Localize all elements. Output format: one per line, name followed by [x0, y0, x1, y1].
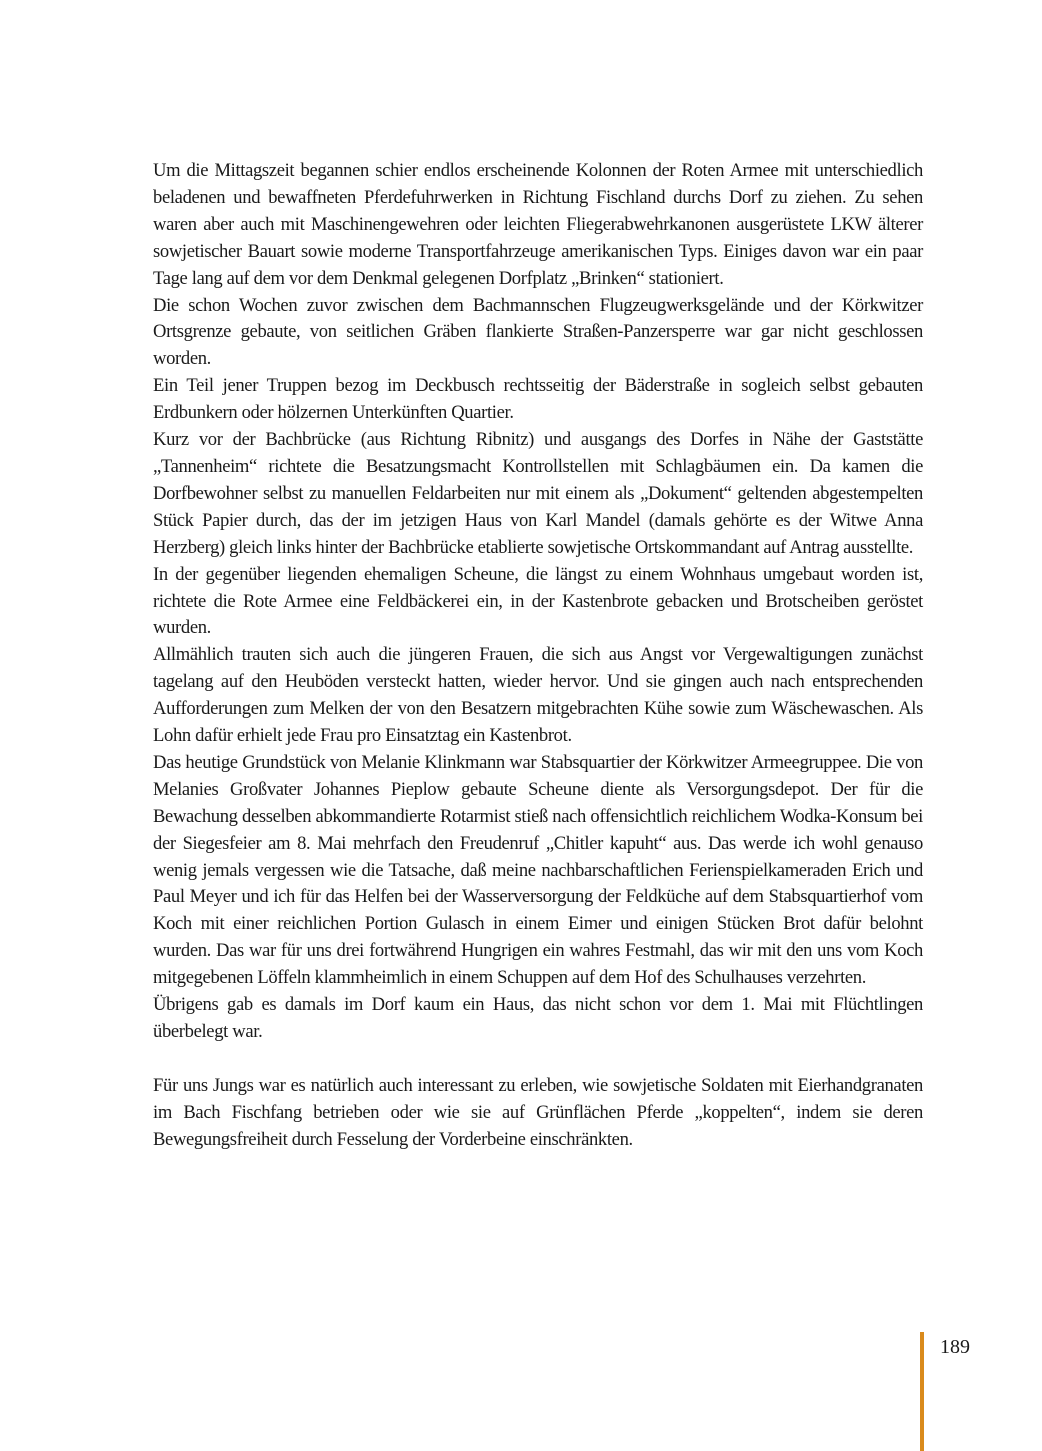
- paragraph-3: Ein Teil jener Truppen bezog im Deckbusch rechtsseitig der Bäderstraße in sogleich selbst gebauten Erdbunkern oder hölzernen Unterkünften Quartier.: [153, 375, 923, 424]
- paragraph-5: In der gegenüber liegenden ehemaligen Scheune, die längst zu einem Wohnhaus umgebaut worden ist, richtete die Rote Armee eine Feldbäckerei ein, in der Kastenbrote gebacken und Brotscheiben geröstet wurden.: [153, 563, 923, 639]
- paragraph-6: Allmählich trauten sich auch die jüngeren Frauen, die sich aus Angst vor Vergewaltigungen zunächst tagelang auf den Heuböden versteckt hatten, wieder hervor. Und sie gingen auch nach entsprechenden Aufforderungen zum Melken der von den Besatzern mitgebrachten Kühe sowie zum Wäschewaschen. Als Lohn dafür erhielt jede Frau pro Einsatztag ein Kastenbrot.: [153, 644, 923, 747]
- paragraph-1: Um die Mittagszeit begannen schier endlos erscheinende Kolonnen der Roten Armee mit unterschiedlich beladenen und bewaffneten Pferdefuhrwerken in Richtung Fischland durchs Dorf zu ziehen. Zu sehen waren aber auch mit Maschinengewehren oder leichten Fliegerabwehrkanonen ausgerüstete LKW älterer sowjetischer Bauart sowie moderne Transportfahrzeuge amerikanischen Typs. Einiges davon war ein paar Tage lang auf dem vor dem Denkmal gelegenen Dorfplatz „Brinken“ stationiert.: [153, 160, 923, 289]
- paragraph-7: Das heutige Grundstück von Melanie Klinkmann war Stabsquartier der Körkwitzer Armeegruppee. Die von Melanies Großvater Johannes Pieplow gebaute Scheune diente als Versorgungsdepot. Der für die Bewachung desselben abkommandierte Rotarmist stieß nach offensichtlich reichlichem Wodka-Konsum bei der Siegesfeier am 8. Mai mehrfach den Freudenruf „Chitler kapuht“ aus. Das werde ich wohl genauso wenig jemals vergessen wie die Tatsache, daß meine nachbarschaftlichen Ferienspielkameraden Erich und Paul Meyer und ich für das Helfen bei der Wasserversorgung der Feldküche auf dem Stabsquartierhof vom Koch mit einer reichlichen Portion Gulasch in einem Eimer und einigen Stücken Brot dafür belohnt wurden. Das war für uns drei fortwährend Hungrigen ein wahres Festmahl, das wir mit den uns vom Koch mitgegebenen Löffeln klammheimlich in einem Schuppen auf dem Hof des Schulhauses verzehrten.: [153, 751, 923, 989]
- paragraph-8: Übrigens gab es damals im Dorf kaum ein Haus, das nicht schon vor dem 1. Mai mit Flüchtlingen überbelegt war.: [153, 994, 923, 1042]
- paragraph-9: Für uns Jungs war es natürlich auch interessant zu erleben, wie sowjetische Soldaten mit Eierhandgranaten im Bach Fischfang betrieben oder wie sie auf Grünflächen Pferde „koppelten“, indem sie deren Bewegungsfreiheit durch Fesselung der Vorderbeine einschränkten.: [153, 1074, 923, 1150]
- page-body-text: [153, 158, 923, 1154]
- page-number-accent-rule: [920, 1332, 924, 1451]
- paragraph-4: Kurz vor der Bachbrücke (aus Richtung Ribnitz) und ausgangs des Dorfes in Nähe der Gaststätte „Tannenheim“ richtete die Besatzungsmacht Kontrollstellen mit Schlagbäumen ein. Da kamen die Dorfbewohner selbst zu manuellen Feldarbeiten nur mit einem als „Dokument“ geltenden abgestempelten Stück Papier durch, das der im jetzigen Haus von Karl Mandel (damals gehörte es der Witwe Anna Herzberg) gleich links hinter der Bachbrücke etablierte sowjetische Ortskommandant auf Antrag ausstellte.: [153, 429, 923, 558]
- paragraph-2: Die schon Wochen zuvor zwischen dem Bachmannschen Flugzeugwerksgelände und der Körkwitzer Ortsgrenze gebaute, von seitlichen Gräben flankierte Straßen-Panzersperre war gar nicht geschlossen worden.: [153, 294, 923, 370]
- page-number: 189: [940, 1336, 970, 1358]
